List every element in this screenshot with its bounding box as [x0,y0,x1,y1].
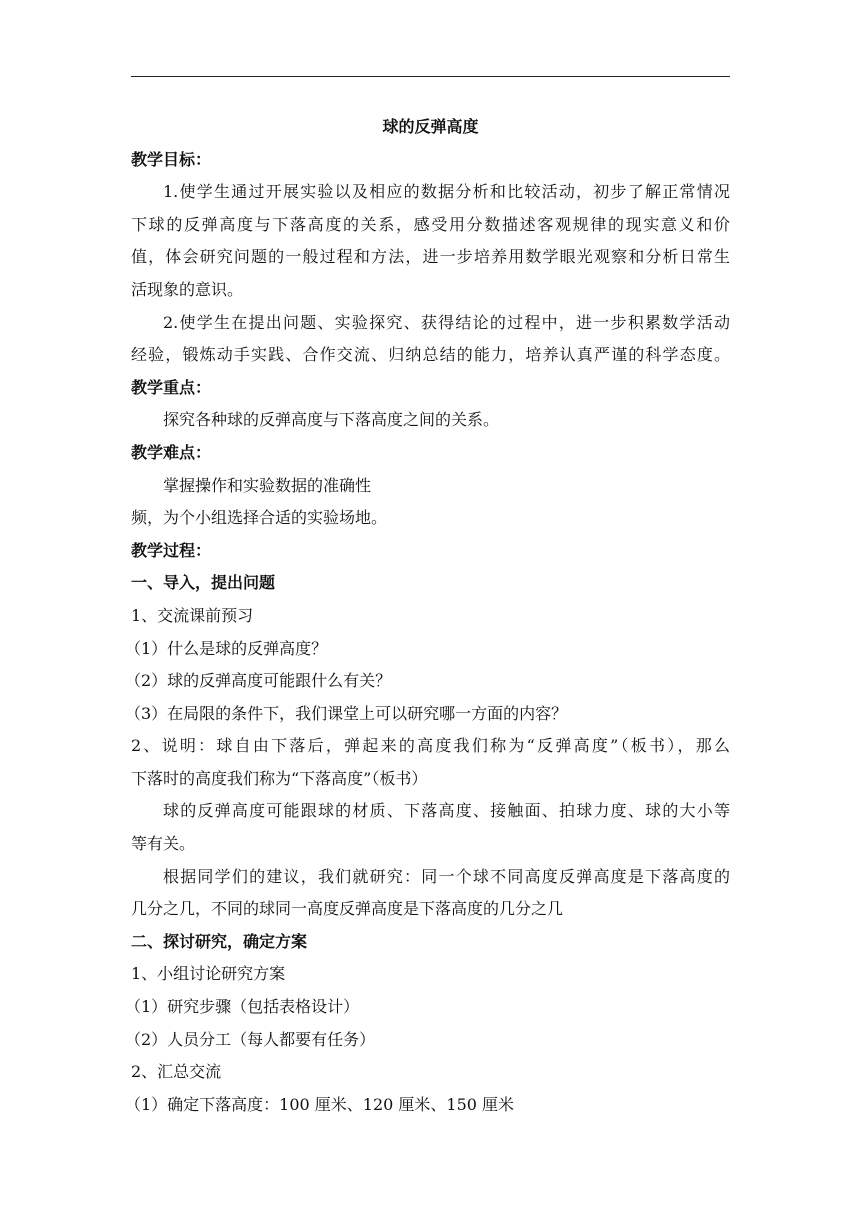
header-rule [131,76,730,77]
difficulties-line-1: 掌握操作和实验数据的准确性 [163,475,372,495]
part1-step1: 1、交流课前预习 [131,605,254,625]
difficulties-line-2: 频，为个小组选择合适的实验场地。 [131,508,388,528]
part1-heading: 一、导入，提出问题 [131,573,276,593]
part2-heading: 二、探讨研究，确定方案 [131,931,308,951]
part1-question-2: （2）球的反弹高度可能跟什么有关？ [125,671,392,691]
document-title: 球的反弹高度 [382,117,479,136]
objective-1-line-4: 活现象的意识。 [131,279,244,299]
objective-2-line-1: 2.使学生在提出问题、实验探究、获得结论的过程中，进一步积累数学活动 [163,312,730,332]
part2-step1-item-2: （2）人员分工（每人都要有任务） [125,1029,376,1049]
objective-1-line-3: 值，体会研究问题的一般过程和方法，进一步培养用数学眼光观察和分析日常生 [131,247,730,267]
part1-para2-line-1: 根据同学们的建议，我们就研究：同一个球不同高度反弹高度是下落高度的 [163,866,730,886]
key-points-text: 探究各种球的反弹高度与下落高度之间的关系。 [163,410,500,430]
part2-step2: 2、汇总交流 [131,1062,222,1082]
objective-1-line-1: 1.使学生通过开展实验以及相应的数据分析和比较活动，初步了解正常情况 [163,182,730,202]
part1-para1-line-1: 球的反弹高度可能跟球的材质、下落高度、接触面、拍球力度、球的大小等 [163,801,730,821]
document-body [125,111,730,1121]
part1-para2-line-2: 几分之几，不同的球同一高度反弹高度是下落高度的几分之几 [131,899,564,919]
key-points-heading: 教学重点： [131,377,212,397]
process-heading: 教学过程： [131,540,212,560]
part2-step2-item-1: （1）确定下落高度：100 厘米、120 厘米、150 厘米 [125,1094,515,1114]
part1-step2-line-1: 2、说明：球自由下落后，弹起来的高度我们称为“反弹高度”（板书），那么 [131,736,730,756]
objectives-heading: 教学目标： [131,149,212,169]
part1-para1-line-2: 等有关。 [131,834,196,854]
difficulties-heading: 教学难点： [131,442,212,462]
objective-1-line-2: 下球的反弹高度与下落高度的关系，感受用分数描述客观规律的现实意义和价 [131,214,730,234]
part2-step1: 1、小组讨论研究方案 [131,964,286,984]
part1-question-1: （1）什么是球的反弹高度？ [125,638,328,658]
objective-2-line-2: 经验，锻炼动手实践、合作交流、归纳总结的能力，培养认真严谨的科学态度。 [131,345,730,365]
part2-step1-item-1: （1）研究步骤（包括表格设计） [125,997,360,1017]
part1-question-3: （3）在局限的条件下，我们课堂上可以研究哪一方面的内容？ [125,703,568,723]
part1-step2-line-2: 下落时的高度我们称为“下落高度”（板书） [131,768,428,788]
